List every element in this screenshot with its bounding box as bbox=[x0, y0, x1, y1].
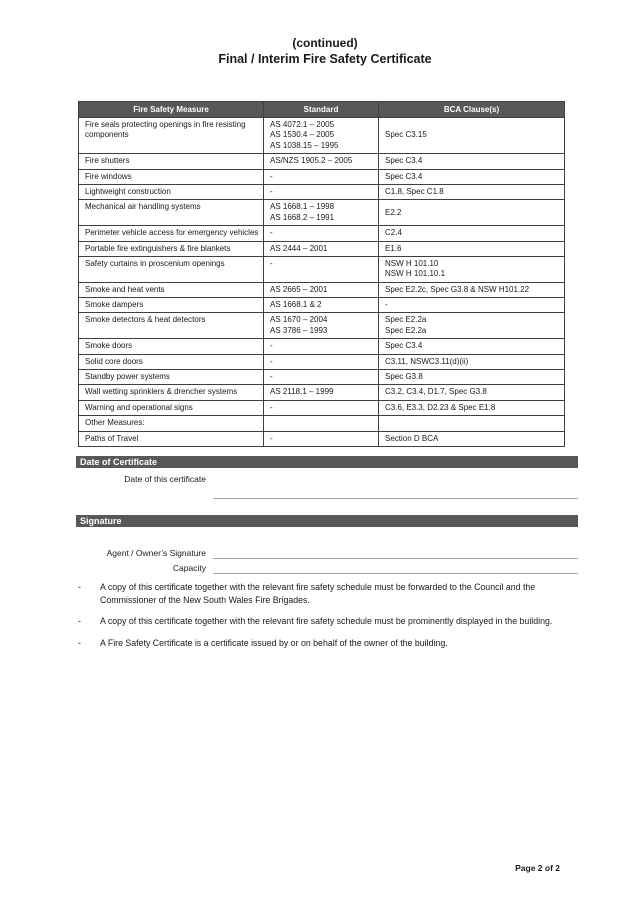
table-row bbox=[79, 370, 565, 385]
table-row bbox=[79, 431, 565, 446]
measure-cell: Wall wetting sprinklers & drencher systems bbox=[79, 385, 264, 400]
standard-cell: - bbox=[264, 184, 379, 199]
title-block bbox=[20, 36, 630, 67]
table-row bbox=[79, 241, 565, 256]
measure-cell: Smoke doors bbox=[79, 339, 264, 354]
measure-cell: Standby power systems bbox=[79, 370, 264, 385]
bca-cell: Spec C3.15 bbox=[379, 118, 565, 154]
note-text: A Fire Safety Certificate is a certificate issued by or on behalf of the owner of the building. bbox=[100, 637, 448, 648]
measure-cell: Perimeter vehicle access for emergency vehicles bbox=[79, 226, 264, 241]
capacity-field-label: Capacity bbox=[172, 563, 206, 573]
standard-cell: AS 2444 – 2001 bbox=[264, 241, 379, 256]
col-header-bca: BCA Clause(s) bbox=[379, 102, 565, 118]
table-row bbox=[79, 154, 565, 169]
measure-cell: Smoke detectors & heat detectors bbox=[79, 313, 264, 339]
bca-cell: Spec C3.4 bbox=[379, 169, 565, 184]
standard-cell: AS/NZS 1905.2 – 2005 bbox=[264, 154, 379, 169]
bca-cell: Spec C3.4 bbox=[379, 339, 565, 354]
bca-cell: Spec E2.2a Spec E2.2a bbox=[379, 313, 565, 339]
bca-cell: C3.6, E3.3, D2.23 & Spec E1.8 bbox=[379, 400, 565, 415]
standard-cell: AS 1668.1 & 2 bbox=[264, 298, 379, 313]
standard-cell: - bbox=[264, 169, 379, 184]
measure-cell: Smoke dampers bbox=[79, 298, 264, 313]
table-header-row bbox=[79, 102, 565, 118]
measure-cell: Mechanical air handling systems bbox=[79, 200, 264, 226]
measure-cell: Paths of Travel bbox=[79, 431, 264, 446]
standard-cell bbox=[264, 416, 379, 431]
standard-cell: AS 1668.1 – 1998 AS 1668.2 – 1991 bbox=[264, 200, 379, 226]
measure-cell: Fire windows bbox=[79, 169, 264, 184]
measure-cell: Warning and operational signs bbox=[79, 400, 264, 415]
col-header-measure: Fire Safety Measure bbox=[79, 102, 264, 118]
table-row bbox=[79, 339, 565, 354]
bca-cell: Spec E2.2c, Spec G3.8 & NSW H101.22 bbox=[379, 282, 565, 297]
standard-cell: - bbox=[264, 256, 379, 282]
bca-cell: C2.4 bbox=[379, 226, 565, 241]
measure-cell: Smoke and heat vents bbox=[79, 282, 264, 297]
continued-label: (continued) bbox=[292, 36, 358, 50]
table-row bbox=[79, 256, 565, 282]
standard-cell: AS 2118.1 – 1999 bbox=[264, 385, 379, 400]
note-item bbox=[60, 637, 570, 650]
table-row bbox=[79, 354, 565, 369]
standard-cell: - bbox=[264, 226, 379, 241]
capacity-field-line[interactable] bbox=[213, 563, 578, 574]
date-field-line[interactable] bbox=[213, 488, 578, 499]
fire-safety-measures-table bbox=[78, 101, 565, 447]
bca-cell: E1.6 bbox=[379, 241, 565, 256]
signature-heading: Signature bbox=[76, 515, 578, 527]
bullet-dash: - bbox=[78, 616, 81, 626]
table-row bbox=[79, 385, 565, 400]
col-header-standard: Standard bbox=[264, 102, 379, 118]
bca-cell: Section D BCA bbox=[379, 431, 565, 446]
page-title: Final / Interim Fire Safety Certificate bbox=[218, 52, 432, 66]
table-row bbox=[79, 169, 565, 184]
bullet-dash: - bbox=[78, 582, 81, 592]
table-row bbox=[79, 416, 565, 431]
bca-cell: Spec C3.4 bbox=[379, 154, 565, 169]
note-text: A copy of this certificate together with the relevant fire safety schedule must be prominently displayed in the building. bbox=[100, 616, 553, 626]
bca-cell: C3.11, NSWC3.11(d)(ii) bbox=[379, 354, 565, 369]
standard-cell: - bbox=[264, 431, 379, 446]
table-row bbox=[79, 184, 565, 199]
standard-cell: AS 1670 – 2004 AS 3786 – 1993 bbox=[264, 313, 379, 339]
standard-cell: AS 4072.1 – 2005 AS 1530.4 – 2005 AS 1038.15 – 1995 bbox=[264, 118, 379, 154]
bca-cell: C3.2, C3.4, D1.7, Spec G3.8 bbox=[379, 385, 565, 400]
bca-cell: - bbox=[379, 298, 565, 313]
bca-cell: Spec G3.8 bbox=[379, 370, 565, 385]
signature-field-line[interactable] bbox=[213, 548, 578, 559]
note-item bbox=[60, 581, 570, 606]
date-of-certificate-heading: Date of Certificate bbox=[76, 456, 578, 468]
table-row bbox=[79, 313, 565, 339]
table-row bbox=[79, 298, 565, 313]
table-row bbox=[79, 226, 565, 241]
table-row bbox=[79, 118, 565, 154]
table-row bbox=[79, 400, 565, 415]
measure-cell: Safety curtains in proscenium openings bbox=[79, 256, 264, 282]
measure-cell: Fire seals protecting openings in fire resisting components bbox=[79, 118, 264, 154]
table-row bbox=[79, 200, 565, 226]
bullet-dash: - bbox=[78, 637, 81, 648]
standard-cell: AS 2665 – 2001 bbox=[264, 282, 379, 297]
measure-cell: Portable fire extinguishers & fire blankets bbox=[79, 241, 264, 256]
bca-cell: NSW H 101.10 NSW H 101.10.1 bbox=[379, 256, 565, 282]
signature-field-label: Agent / Owner’s Signature bbox=[106, 548, 206, 558]
standard-cell: - bbox=[264, 354, 379, 369]
measure-cell: Other Measures: bbox=[79, 416, 264, 431]
measure-cell: Fire shutters bbox=[79, 154, 264, 169]
bca-cell bbox=[379, 416, 565, 431]
table-row bbox=[79, 282, 565, 297]
standard-cell: - bbox=[264, 370, 379, 385]
page-number: Page 2 of 2 bbox=[515, 863, 560, 873]
measure-cell: Solid core doors bbox=[79, 354, 264, 369]
measure-cell: Lightweight construction bbox=[79, 184, 264, 199]
note-item bbox=[60, 615, 570, 628]
bca-cell: C1.8, Spec C1.8 bbox=[379, 184, 565, 199]
notes-list bbox=[60, 581, 570, 658]
standard-cell: - bbox=[264, 400, 379, 415]
date-field-label: Date of this certificate bbox=[124, 474, 206, 484]
note-text: A copy of this certificate together with the relevant fire safety schedule must be forwarded to the Council and the Commissioner of the New South Wales Fire Brigades. bbox=[100, 582, 536, 605]
standard-cell: - bbox=[264, 339, 379, 354]
bca-cell: E2.2 bbox=[379, 200, 565, 226]
